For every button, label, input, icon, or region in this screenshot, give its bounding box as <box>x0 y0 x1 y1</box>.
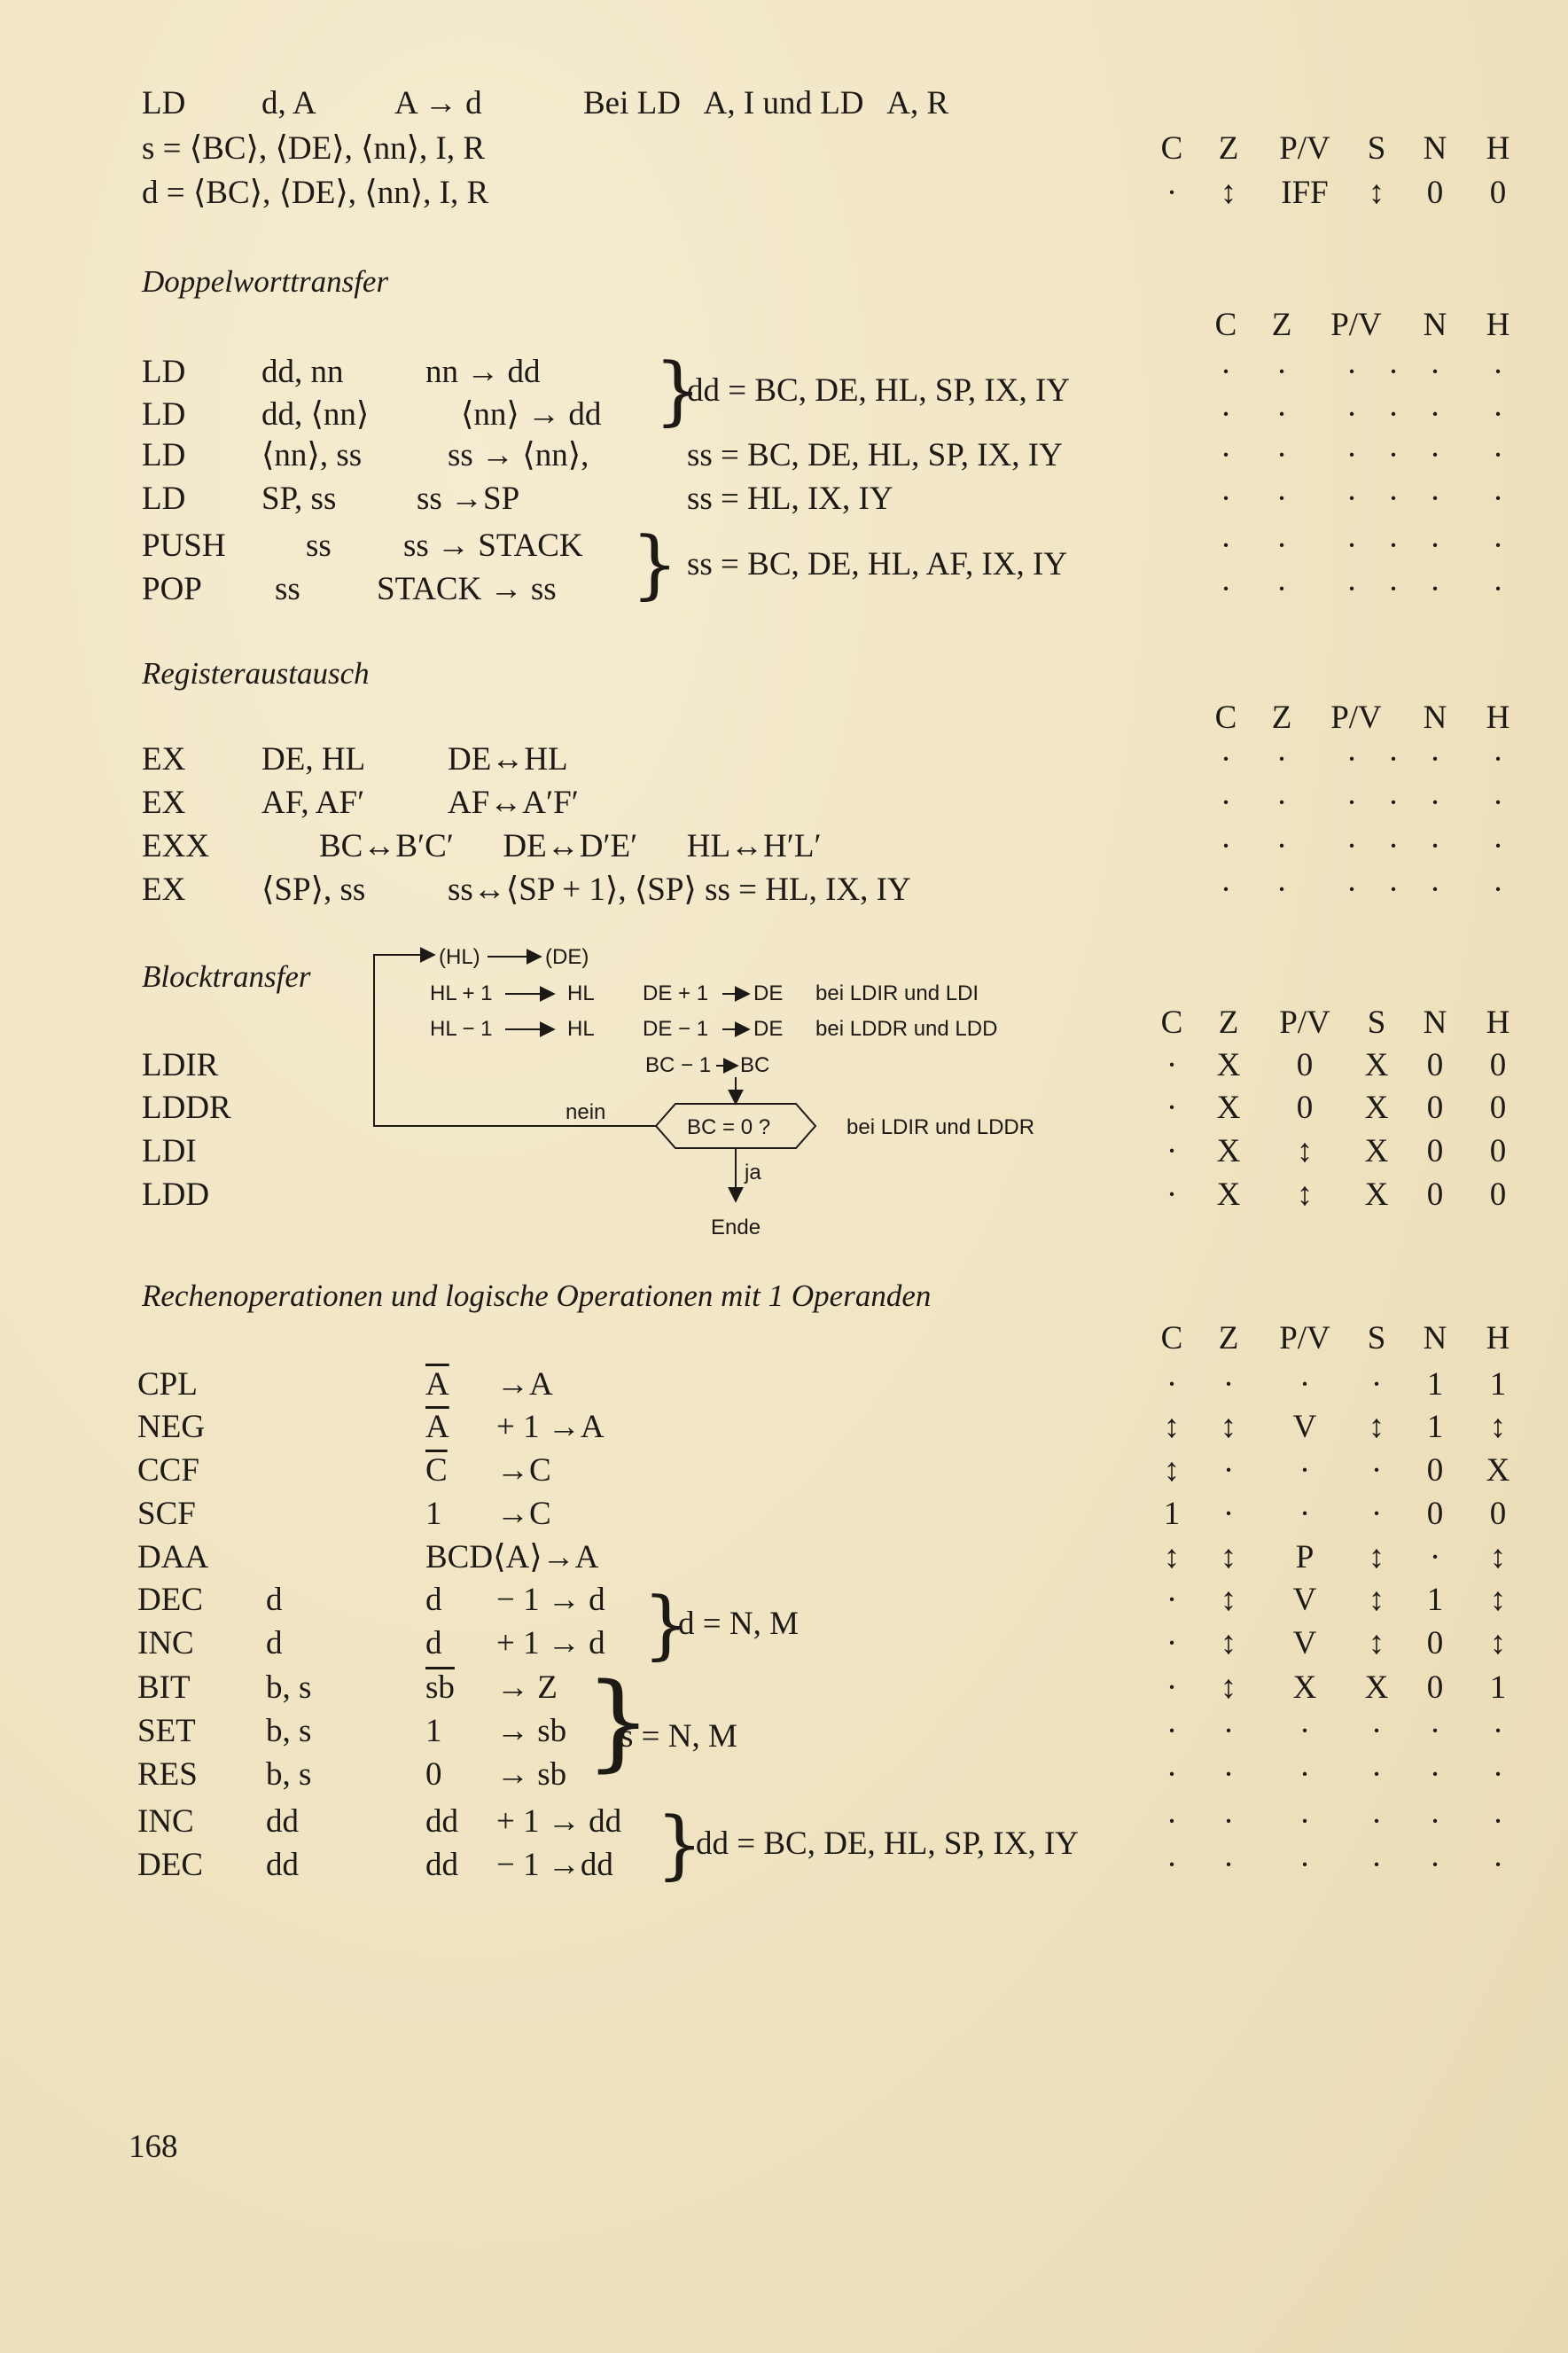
flag-value: · <box>1370 1366 1383 1403</box>
flag-value: · <box>1346 354 1358 390</box>
flag-value: X <box>1216 1047 1241 1083</box>
flag-value: · <box>1166 1133 1178 1169</box>
flag-value: · <box>1220 396 1232 433</box>
operands: d <box>266 1625 283 1661</box>
flag-value: · <box>1220 571 1232 607</box>
flag-value: · <box>1346 437 1358 473</box>
flag-value: · <box>1370 1756 1383 1793</box>
effect-result: → Z <box>496 1669 558 1706</box>
flow-hl-dst: HL <box>567 981 595 1005</box>
flag-value: · <box>1429 872 1441 908</box>
flag-value: · <box>1429 1847 1441 1883</box>
flag-value: · <box>1346 528 1358 564</box>
note-dd: dd = BC, DE, HL, SP, IX, IY <box>687 372 1071 409</box>
flag-value: · <box>1166 1669 1178 1706</box>
flag-value: · <box>1387 437 1400 473</box>
flag-value: · <box>1346 872 1358 908</box>
effect: DE↔HL <box>448 741 568 778</box>
flag-value: 0 <box>1489 1496 1507 1532</box>
opcode: INC <box>137 1803 194 1840</box>
opcode: LD <box>142 481 186 517</box>
note-s: s = N, M <box>620 1718 737 1755</box>
opcode: SET <box>137 1713 196 1749</box>
flag-value: · <box>1166 1176 1178 1213</box>
flag-value: · <box>1275 571 1288 607</box>
operands: SP, ss <box>261 481 337 517</box>
flag-value: · <box>1387 828 1400 864</box>
operands: dd <box>266 1803 299 1840</box>
opcode: EX <box>142 872 186 908</box>
flag-value: · <box>1220 528 1232 564</box>
effect-result: →C <box>496 1452 551 1489</box>
flag-value: · <box>1429 1713 1441 1749</box>
opcode: CPL <box>137 1366 198 1403</box>
flag-value: · <box>1166 1090 1178 1126</box>
flag-value: · <box>1222 1496 1235 1532</box>
brace-s: } <box>585 1660 652 1782</box>
note-ss1: ss = BC, DE, HL, SP, IX, IY <box>687 437 1063 473</box>
flag-value: · <box>1299 1496 1311 1532</box>
flow-hl-dst2: HL <box>567 1017 595 1041</box>
flag-value: · <box>1166 1847 1178 1883</box>
d-def: d = ⟨BC⟩, ⟨DE⟩, ⟨nn⟩, I, R <box>142 175 489 211</box>
flow-hl-inc: HL + 1 <box>430 981 493 1005</box>
flag-value: · <box>1299 1803 1311 1840</box>
flag-value: · <box>1220 872 1232 908</box>
flag-value: · <box>1166 1366 1178 1403</box>
flag-value: · <box>1429 741 1441 778</box>
flag-value: · <box>1299 1847 1311 1883</box>
flag-value: · <box>1346 741 1358 778</box>
opcode: EX <box>142 741 186 778</box>
flag-value: · <box>1429 396 1441 433</box>
effect-operand: d <box>425 1625 442 1661</box>
s-def: s = ⟨BC⟩, ⟨DE⟩, ⟨nn⟩, I, R <box>142 130 486 167</box>
flag-value: ↕ <box>1220 1539 1237 1575</box>
flag-value: · <box>1222 1847 1235 1883</box>
note-dd2: dd = BC, DE, HL, SP, IX, IY <box>696 1825 1080 1862</box>
flag-value: · <box>1387 872 1400 908</box>
operands: ss <box>306 528 332 564</box>
effect-operand: dd <box>425 1803 458 1840</box>
effect: ss → STACK <box>403 528 583 564</box>
flag-value: · <box>1220 828 1232 864</box>
flag-value: · <box>1275 828 1288 864</box>
flow-de-dst: DE <box>753 981 784 1005</box>
flag-value: · <box>1275 396 1288 433</box>
opcode: PUSH <box>142 528 226 564</box>
effect: STACK → ss <box>377 571 557 607</box>
flag-value: · <box>1492 741 1504 778</box>
flag-value: · <box>1220 354 1232 390</box>
effect: nn → dd <box>425 354 541 390</box>
effect-operand: $\overline{A}$ <box>425 1409 449 1445</box>
effect-result: − 1 →dd <box>496 1847 613 1883</box>
flag-value: ↕ <box>1220 1582 1237 1618</box>
blocktransfer-flowchart <box>363 935 1064 1255</box>
flag-value: 1 <box>1489 1669 1507 1706</box>
section-title-register: Registeraustausch <box>142 656 370 691</box>
flag-value: · <box>1492 571 1504 607</box>
flag-value: ↕ <box>1163 1539 1181 1575</box>
flag-value: · <box>1275 437 1288 473</box>
flag-value: 1 <box>1426 1366 1444 1403</box>
flag-value: · <box>1492 437 1504 473</box>
loop-line <box>374 955 656 1126</box>
flag-value: · <box>1299 1713 1311 1749</box>
flag-value: · <box>1429 354 1441 390</box>
flag-value: 0 <box>1296 1047 1314 1083</box>
flag-value: · <box>1429 785 1441 821</box>
flag-value: · <box>1492 1803 1504 1840</box>
flag-value: ↕ <box>1368 1409 1385 1445</box>
flag-value: · <box>1387 354 1400 390</box>
flow-de-dec: DE − 1 <box>643 1017 709 1041</box>
note-d: d = N, M <box>678 1606 799 1642</box>
flag-value: V <box>1292 1625 1317 1661</box>
opcode: LD <box>142 396 186 433</box>
flag-value: ↕ <box>1163 1452 1181 1489</box>
flag-value: X <box>1292 1669 1317 1706</box>
operands: b, s <box>266 1713 312 1749</box>
flag-value: · <box>1429 437 1441 473</box>
opcode: CCF <box>137 1452 199 1489</box>
flag-value: 0 <box>1296 1090 1314 1126</box>
flag-value: · <box>1275 481 1288 517</box>
flag-value: · <box>1166 1713 1178 1749</box>
flag-value: · <box>1429 828 1441 864</box>
flow-note-lddr-ldd: bei LDDR und LDD <box>815 1017 998 1041</box>
effect-operand: 0 <box>425 1756 442 1793</box>
flag-value: 0 <box>1489 1133 1507 1169</box>
flag-value: · <box>1220 481 1232 517</box>
flag-value: ↕ <box>1368 1625 1385 1661</box>
flag-value: · <box>1492 354 1504 390</box>
flow-nein-label: nein <box>566 1100 606 1124</box>
flag-value: · <box>1299 1366 1311 1403</box>
flag-value: ↕ <box>1368 1582 1385 1618</box>
flag-value: · <box>1275 354 1288 390</box>
effect: AF↔A′F′ <box>448 785 579 821</box>
note-ss2: ss = HL, IX, IY <box>687 481 893 517</box>
flag-value: ↕ <box>1220 1409 1237 1445</box>
flag-value: 0 <box>1489 1176 1507 1213</box>
flag-value: 0 <box>1426 1625 1444 1661</box>
effect: ss →SP <box>417 481 520 517</box>
flag-value: · <box>1370 1847 1383 1883</box>
flag-value: · <box>1370 1496 1383 1532</box>
effect-result: + 1 →A <box>496 1409 605 1445</box>
flag-value: · <box>1275 528 1288 564</box>
flag-value: X <box>1364 1047 1389 1083</box>
opcode: LDD <box>142 1176 210 1213</box>
flag-value: · <box>1387 396 1400 433</box>
flag-value: X <box>1364 1090 1389 1126</box>
flag-value: ↕ <box>1489 1582 1507 1618</box>
section-title-block: Blocktransfer <box>142 959 311 994</box>
effect: ss↔⟨SP + 1⟩, ⟨SP⟩ ss = HL, IX, IY <box>448 872 911 908</box>
section-title-rechen: Rechenoperationen und logische Operationen mit 1 Operanden <box>142 1278 932 1313</box>
flag-value: · <box>1222 1803 1235 1840</box>
note-ss3: ss = BC, DE, HL, AF, IX, IY <box>687 546 1068 582</box>
ld-effect: A → d <box>394 85 482 121</box>
effect-result: − 1 → d <box>496 1582 605 1618</box>
opcode: DEC <box>137 1847 203 1883</box>
flag-value: 1 <box>1426 1409 1444 1445</box>
opcode: DEC <box>137 1582 203 1618</box>
opcode: LD <box>142 437 186 473</box>
flag-value: · <box>1299 1756 1311 1793</box>
flag-value: · <box>1166 1047 1178 1083</box>
flag-value: 0 <box>1489 1047 1507 1083</box>
effect-operand: 1 <box>425 1496 442 1532</box>
ld-note: Bei LD A, I und LD A, R <box>583 85 949 121</box>
flag-value: P <box>1295 1539 1314 1575</box>
flag-value: · <box>1220 741 1232 778</box>
ld-op: LD <box>142 85 186 121</box>
brace-ss: } <box>631 520 679 607</box>
opcode: NEG <box>137 1409 206 1445</box>
flow-ja-label: ja <box>745 1161 761 1184</box>
flag-value: X <box>1364 1669 1389 1706</box>
flag-value: 0 <box>1426 1669 1444 1706</box>
flag-value: ↕ <box>1296 1133 1314 1169</box>
flag-value: · <box>1429 528 1441 564</box>
flag-value: · <box>1346 481 1358 517</box>
ld-args: d, A <box>261 85 316 121</box>
effect-operand: $\overline{C}$ <box>425 1452 448 1489</box>
flag-value: · <box>1166 1756 1178 1793</box>
effect: BC↔B′C′ DE↔D′E′ HL↔H′L′ <box>319 828 822 864</box>
operands: AF, AF′ <box>261 785 365 821</box>
operands: b, s <box>266 1669 312 1706</box>
opcode: LDDR <box>142 1090 231 1126</box>
flag-value: · <box>1429 571 1441 607</box>
flag-value: · <box>1387 741 1400 778</box>
flag-value: · <box>1275 872 1288 908</box>
flag-value: · <box>1222 1366 1235 1403</box>
flag-value: · <box>1222 1756 1235 1793</box>
operands: DE, HL <box>261 741 366 778</box>
flag-value: V <box>1292 1582 1317 1618</box>
opcode: BIT <box>137 1669 191 1706</box>
opcode: RES <box>137 1756 198 1793</box>
effect-result: →C <box>496 1496 551 1532</box>
flow-hl-ptr: (HL) <box>439 945 480 969</box>
flag-value: X <box>1216 1090 1241 1126</box>
flag-value: · <box>1166 1803 1178 1840</box>
flag-value: · <box>1387 785 1400 821</box>
flow-note-ldir-ldi: bei LDIR und LDI <box>815 981 979 1005</box>
section-title-doppelwort: Doppelworttransfer <box>142 264 389 299</box>
operands: ⟨nn⟩, ss <box>261 437 363 473</box>
flag-value: · <box>1387 528 1400 564</box>
operands: d <box>266 1582 283 1618</box>
flag-value: · <box>1222 1713 1235 1749</box>
flag-value: 0 <box>1426 1133 1444 1169</box>
brace-dd: } <box>654 347 702 434</box>
flag-value: ↕ <box>1296 1176 1314 1213</box>
effect-operand: $\overline{sb}$ <box>425 1669 455 1706</box>
flag-value: · <box>1429 1803 1441 1840</box>
flag-value: · <box>1370 1452 1383 1489</box>
flag-value: 0 <box>1489 1090 1507 1126</box>
effect-operand: 1 <box>425 1713 442 1749</box>
flag-value: ↕ <box>1489 1409 1507 1445</box>
flag-value: · <box>1166 1625 1178 1661</box>
effect-operand: BCD⟨A⟩→A <box>425 1539 599 1575</box>
effect: ⟨nn⟩ → dd <box>461 396 602 433</box>
flag-value: · <box>1429 1756 1441 1793</box>
flag-value: · <box>1492 872 1504 908</box>
flag-value: ↕ <box>1220 1669 1237 1706</box>
effect: ss → ⟨nn⟩, <box>448 437 589 473</box>
flag-value: · <box>1492 528 1504 564</box>
flag-value: X <box>1364 1133 1389 1169</box>
flag-value: · <box>1492 828 1504 864</box>
operands: dd, ⟨nn⟩ <box>261 396 370 433</box>
flow-condition: BC = 0 ? <box>687 1115 771 1139</box>
flag-value: X <box>1364 1176 1389 1213</box>
flow-bc-dst: BC <box>740 1053 770 1077</box>
operands: dd <box>266 1847 299 1883</box>
flag-value: · <box>1387 481 1400 517</box>
opcode: LDI <box>142 1133 197 1169</box>
flag-value: 0 <box>1426 1090 1444 1126</box>
flag-value: 0 <box>1426 1452 1444 1489</box>
flow-de-ptr: (DE) <box>545 945 589 969</box>
flag-value: 1 <box>1163 1496 1181 1532</box>
opcode: DAA <box>137 1539 209 1575</box>
flag-value: · <box>1387 571 1400 607</box>
opcode: POP <box>142 571 202 607</box>
effect-result: →A <box>496 1366 553 1403</box>
effect-operand: d <box>425 1582 442 1618</box>
opcode: LDIR <box>142 1047 219 1083</box>
flag-value: 1 <box>1426 1582 1444 1618</box>
flow-condition-note: bei LDIR und LDDR <box>846 1115 1035 1139</box>
opcode: SCF <box>137 1496 196 1532</box>
flag-value: · <box>1222 1452 1235 1489</box>
flag-value: · <box>1370 1803 1383 1840</box>
operands: dd, nn <box>261 354 344 390</box>
operands: ⟨SP⟩, ss <box>261 872 366 908</box>
opcode: INC <box>137 1625 194 1661</box>
book-page: LD d, A A → d Bei LD A, I und LD A, R s = ⟨BC⟩, ⟨DE⟩, ⟨nn⟩, I, R d = ⟨BC⟩, ⟨DE⟩, ⟨nn⟩, I, R C Z P/V S N H · ↕ IFF ↕ 0 0 Doppelworttransfer C Z P/V N H LD dd, nn nn → dd · · · · · · LD dd, ⟨nn⟩ ⟨nn⟩ → dd · · · · · · LD ⟨nn⟩, ss ss → ⟨nn⟩, · · · · · · LD SP, ss ss →SP · · · · · · PUSH ss ss → STACK · · · · · · POP ss STACK → ss · · · · · · } dd = BC, DE, HL, SP, IX, IY ss = BC, DE, HL, SP, IX, IY ss = HL, IX, IY } ss = BC, DE, HL, AF, IX, IY Registeraustausch C Z P/V N H EX DE, HL DE↔HL · · · · · · EX AF, AF′ AF↔A′F′ · · · · · · EXX BC↔B′C′ DE↔D′E′ HL↔H′L′ · · · · · · EX ⟨SP⟩, ss ss↔⟨SP + 1⟩, ⟨SP⟩ ss = HL, IX, IY · · · · · · Blocktransfer C Z P/V S N H LDIR · X 0 X 0 0 LDDR · X 0 X 0 0 LDI · X ↕ X 0 0 LDD · X ↕ X 0 0 (HL) (DE) HL + 1 HL DE + 1 DE bei LDIR und LDI HL − 1 HL DE − 1 DE bei LDDR und LDD BC − 1 BC nein BC = 0 ? bei LDIR und LDDR ja Ende Rechenoperationen und logische Operationen mit 1 Operanden C Z P/V S N H CPL $\overline{A}$ →A · · · · 1 1 NEG $\overline{A}$ + 1 →A ↕ ↕ V ↕ 1 ↕ CCF $\overline{C}$ →C ↕ · · · 0 X SCF 1 →C 1 · · · 0 0 DAA BCD⟨A⟩→A ↕ ↕ P ↕ · ↕ DEC d d − 1 → d · ↕ V ↕ 1 ↕ INC d d + 1 → d · ↕ V ↕ 0 ↕ BIT b, s $\overline{sb}$ → Z · ↕ X X 0 1 SET b, s 1 → sb · · · · · · RES b, s 0 → sb · · · · · · INC dd dd + 1 → dd · · · · · · DEC dd dd − 1 →dd · · · · · · } d = N, M } s = N, M } dd = BC, DE, HL, SP, IX, IY 168 <box>0 0 1568 2353</box>
flag-value: · <box>1492 396 1504 433</box>
brace-d: } <box>643 1581 690 1668</box>
flag-value: · <box>1492 1713 1504 1749</box>
flow-end: Ende <box>711 1216 761 1239</box>
flag-value: X <box>1216 1133 1241 1169</box>
flow-de-inc: DE + 1 <box>643 981 709 1005</box>
flag-value: · <box>1492 785 1504 821</box>
flag-value: · <box>1299 1452 1311 1489</box>
flag-value: · <box>1429 1539 1441 1575</box>
flag-value: · <box>1492 1756 1504 1793</box>
flag-value: · <box>1370 1713 1383 1749</box>
flag-value: X <box>1216 1176 1241 1213</box>
flag-value: · <box>1220 437 1232 473</box>
flag-value: 0 <box>1426 1047 1444 1083</box>
flag-value: X <box>1486 1452 1510 1489</box>
flow-bc-dec: BC − 1 <box>645 1053 712 1077</box>
flag-value: · <box>1492 481 1504 517</box>
flow-de-dst2: DE <box>753 1017 784 1041</box>
opcode: EX <box>142 785 186 821</box>
page-number: 168 <box>129 2129 178 2165</box>
effect-result: + 1 → d <box>496 1625 605 1661</box>
flag-value: · <box>1220 785 1232 821</box>
effect-result: + 1 → dd <box>496 1803 622 1840</box>
flag-value: · <box>1492 1847 1504 1883</box>
operands: ss <box>275 571 300 607</box>
opcode: EXX <box>142 828 210 864</box>
flag-value: · <box>1346 571 1358 607</box>
flag-value: · <box>1166 1582 1178 1618</box>
flag-value: ↕ <box>1489 1625 1507 1661</box>
flag-value: V <box>1292 1409 1317 1445</box>
flag-value: 1 <box>1489 1366 1507 1403</box>
brace-dd2: } <box>656 1801 704 1888</box>
effect-result: → sb <box>496 1713 567 1749</box>
flag-value: ↕ <box>1163 1409 1181 1445</box>
effect-operand: dd <box>425 1847 458 1883</box>
flag-value: · <box>1346 785 1358 821</box>
opcode: LD <box>142 354 186 390</box>
flag-value: ↕ <box>1368 1539 1385 1575</box>
effect-result: → sb <box>496 1756 567 1793</box>
flag-value: 0 <box>1426 1176 1444 1213</box>
operands: b, s <box>266 1756 312 1793</box>
flag-value: · <box>1275 785 1288 821</box>
flag-value: · <box>1275 741 1288 778</box>
flag-value: · <box>1346 396 1358 433</box>
flag-value: ↕ <box>1220 1625 1237 1661</box>
flow-hl-dec: HL − 1 <box>430 1017 493 1041</box>
flag-value: ↕ <box>1489 1539 1507 1575</box>
flag-value: 0 <box>1426 1496 1444 1532</box>
flag-value: · <box>1429 481 1441 517</box>
flag-value: · <box>1346 828 1358 864</box>
effect-operand: $\overline{A}$ <box>425 1366 449 1403</box>
